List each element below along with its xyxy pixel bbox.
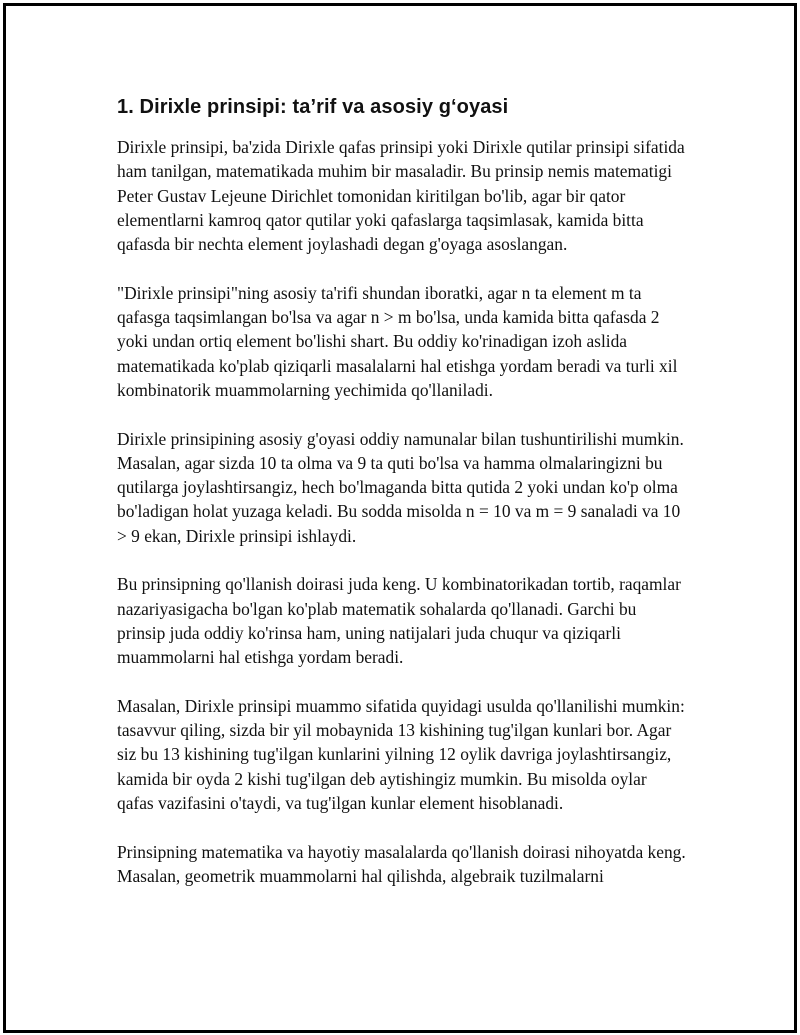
- paragraph-definition-intro: Dirixle prinsipi, ba'zida Dirixle qafas prinsipi yoki Dirixle qutilar prinsipi sifatida ham tanilgan, matematikada muhim bir masaladir. Bu prinsip nemis matematigi Peter Gustav Lejeune Dirichlet tomonidan kiritilgan bo'lib, agar bir qator elementlarni kamroq qator qutilar yoki qafaslarga taqsimlasak, kamida bitta qafasda bir nechta element joylashadi degan g'oyaga asoslangan.: [117, 137, 685, 255]
- paragraph-formal-definition: "Dirixle prinsipi"ning asosiy ta'rifi shundan iboratki, agar n ta element m ta qafasga taqsimlangan bo'lsa va agar n > m bo'lsa, unda kamida bitta qafasda 2 yoki undan ortiq element bo'lishi shart. Bu oddiy ko'rinadigan izoh aslida matematikada ko'plab qiziqarli masalalarni hal etishga yordam beradi va turli xil kombinatorik muammolarning yechimida qo'llaniladi.: [117, 282, 678, 400]
- section-heading: 1. Dirixle prinsipi: ta’rif va asosiy g‘oyasi: [117, 96, 509, 118]
- paragraph-birthday-example: Masalan, Dirixle prinsipi muammo sifatida quyidagi usulda qo'llanilishi mumkin: tasavvur qiling, sizda bir yil mobaynida 13 kishining tug'ilgan kunlari bor. Agar siz bu 13 kishining tug'ilgan kunlarini yilning 12 oylik davriga joylashtirsangiz, kamida bir oyda 2 kishi tug'ilgan deb aytishingiz mumkin. Bu misolda oylar qafas vazifasini o'taydi, va tug'ilgan kunlar element hisoblanadi.: [117, 695, 685, 814]
- document-body: [117, 94, 687, 913]
- paragraph-apple-example: Dirixle prinsipining asosiy g'oyasi oddiy namunalar bilan tushuntirilishi mumkin. Masalan, agar sizda 10 ta olma va 9 ta quti bo'lsa va hamma olmalaringizni bu qutilarga joylashtirsangiz, hech bo'lmaganda bitta qutida 2 yoki undan ko'p olma bo'ladigan holat yuzaga keladi. Bu sodda misolda n = 10 va m = 9 sanaladi va 10 > 9 ekan, Dirixle prinsipi ishlaydi.: [117, 428, 684, 546]
- paragraph-scope: Bu prinsipning qo'llanish doirasi juda keng. U kombinatorikadan tortib, raqamlar nazariyasigacha bo'lgan ko'plab matematik sohalarda qo'llanadi. Garchi bu prinsip juda oddiy ko'rinsa ham, uning natijalari juda chuqur va qiziqarli muammolarni hal etishga yordam beradi.: [117, 574, 681, 668]
- paragraph-applications: Prinsipning matematika va hayotiy masalalarda qo'llanish doirasi nihoyatda keng. Masalan, geometrik muammolarni hal qilishda, algebraik tuzilmalarni: [117, 841, 686, 886]
